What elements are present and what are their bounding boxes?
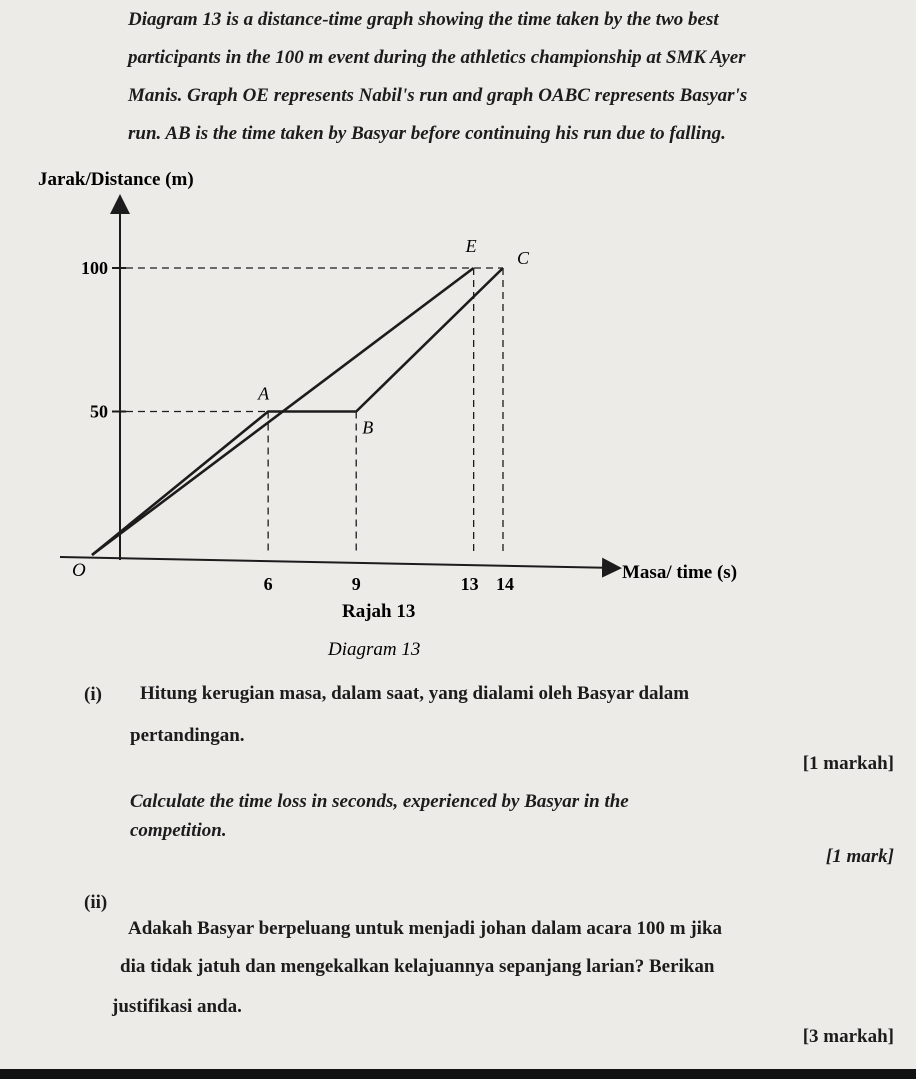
intro-line: Diagram 13 is a distance-time graph showing the time taken by the two best [128, 9, 719, 30]
x-tick-label: 9 [351, 574, 361, 594]
point-label: E [465, 236, 477, 256]
question-number: (i) [84, 684, 102, 705]
question-text-malay: dia tidak jatuh dan mengekalkan kelajuannya sepanjang larian? Berikan [120, 956, 715, 977]
x-tick-label: 6 [263, 574, 273, 594]
question-text-malay: Hitung kerugian masa, dalam saat, yang dialami oleh Basyar dalam [140, 683, 690, 704]
question-number: (ii) [84, 892, 108, 913]
origin-label: O [72, 560, 86, 581]
y-axis-label: Jarak/Distance (m) [38, 169, 194, 190]
question-text-malay: justifikasi anda. [112, 996, 242, 1017]
y-tick-label: 50 [90, 401, 108, 422]
marks-english: [1 mark] [825, 846, 894, 867]
point-label: B [362, 417, 374, 438]
point-label: A [258, 383, 270, 404]
y-tick-label: 100 [81, 258, 108, 278]
marks-malay: [3 markah] [802, 1026, 894, 1047]
question-text-english: Calculate the time loss in seconds, experienced by Basyar in the [130, 791, 629, 812]
caption-english: Diagram 13 [328, 639, 421, 660]
x-tick-label: 13 [460, 574, 479, 594]
question-text-english: competition. [130, 820, 227, 841]
intro-line: Manis. Graph OE represents Nabil's run and graph OABC represents Basyar's [128, 85, 748, 106]
x-tick-label: 14 [496, 574, 514, 594]
x-axis [60, 557, 618, 568]
point-label: C [517, 248, 530, 268]
question-text-malay: pertandingan. [130, 725, 245, 746]
marks-malay: [1 markah] [802, 753, 894, 774]
caption-malay: Rajah 13 [342, 601, 416, 622]
intro-line: participants in the 100 m event during the athletics championship at SMK Ayer [128, 47, 746, 68]
page-edge [0, 1069, 916, 1079]
intro-line: run. AB is the time taken by Basyar before continuing his run due to falling. [128, 123, 726, 144]
question-text-malay: Adakah Basyar berpeluang untuk menjadi johan dalam acara 100 m jika [128, 918, 723, 939]
x-axis-label: Masa/ time (s) [622, 562, 738, 583]
